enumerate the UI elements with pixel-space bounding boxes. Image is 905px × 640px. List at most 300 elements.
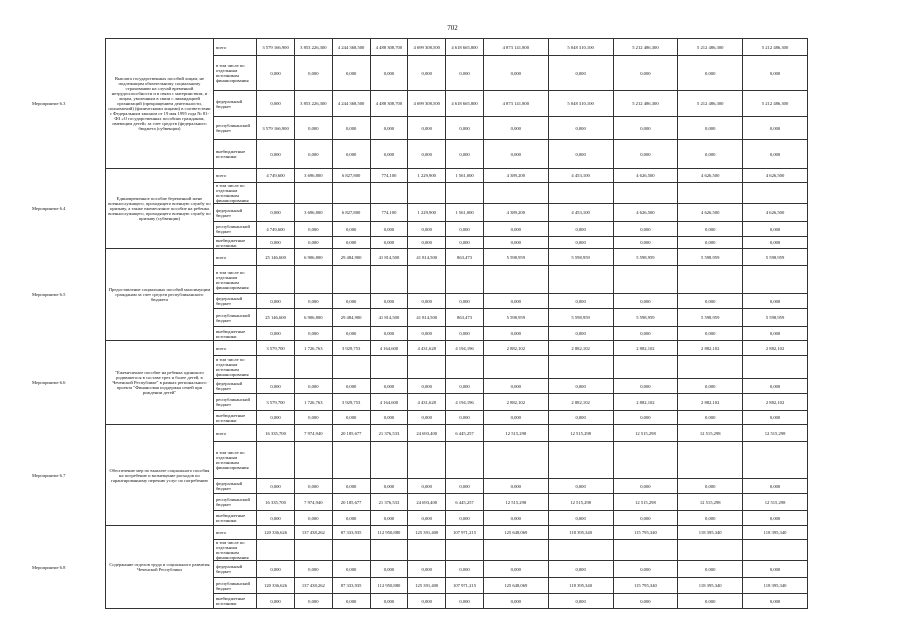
value-cell: 0,000 xyxy=(613,327,678,341)
value-cell: 0,000 xyxy=(332,327,370,341)
value-cell: 0,000 xyxy=(408,140,446,169)
value-cell: 0,000 xyxy=(483,327,548,341)
value-cell: 41 814,500 xyxy=(408,309,446,327)
value-cell: 0,000 xyxy=(548,294,613,309)
measure-name: Выплата государственных пособий лицам, не подлежащим обязательному социальному страхованию на случай временной нетрудоспособности и в связи с материнством, и лицам, уволенным в связи с ликвидацией организаций (прекращением деятельности, полномочий) (физическими лицами) в соответствии с Федеральным законом от 19 мая 1995 года № 81-ФЗ «О государственных пособиях гражданам, имеющим детей» за счет средств (федерального бюджета (субвенции) xyxy=(105,39,213,169)
value-cell: 118 395,340 xyxy=(678,578,743,594)
value-cell: 112 950,880 xyxy=(370,526,408,540)
value-cell xyxy=(257,183,295,204)
value-cell: 5 212 486,300 xyxy=(613,39,678,56)
measure-code: Мероприятие 6.4 xyxy=(86,169,105,249)
funding-source: в том числе по отдельным источникам финансирования xyxy=(213,540,256,561)
budget-table xyxy=(32,38,808,609)
table-row xyxy=(86,39,808,56)
value-cell: 5 212 486,300 xyxy=(678,39,743,56)
value-cell: 0,000 xyxy=(294,237,332,249)
value-cell: 87 333,935 xyxy=(332,526,370,540)
value-cell: 5 598,959 xyxy=(743,249,808,266)
value-cell xyxy=(613,540,678,561)
value-cell: 0,000 xyxy=(743,140,808,169)
value-cell: 0,000 xyxy=(332,511,370,526)
value-cell: 118 395,340 xyxy=(743,526,808,540)
value-cell: 4 873 141,800 xyxy=(483,39,548,56)
value-cell: 0,000 xyxy=(678,237,743,249)
value-cell: 4 244 368,500 xyxy=(332,91,370,117)
funding-source: всего xyxy=(213,526,256,540)
value-cell: 0,000 xyxy=(332,294,370,309)
value-cell: 3 579 166,900 xyxy=(257,117,295,140)
value-cell: 0,000 xyxy=(370,411,408,425)
value-cell: 0,000 xyxy=(483,411,548,425)
value-cell: 0,000 xyxy=(332,561,370,578)
measure-name: Предоставление социальных пособий малоимущим гражданам за счет средств республиканского бюджета xyxy=(105,249,213,341)
value-cell: 0,000 xyxy=(613,594,678,609)
value-cell: 0,000 xyxy=(294,379,332,394)
table-row xyxy=(86,526,808,540)
value-cell: 4 194,196 xyxy=(446,341,484,356)
value-cell: 0,000 xyxy=(332,117,370,140)
value-cell: 774,100 xyxy=(370,204,408,222)
value-cell: 20 185,677 xyxy=(332,494,370,511)
value-cell xyxy=(294,540,332,561)
value-cell: 125 648,069 xyxy=(483,526,548,540)
value-cell: 5 598,959 xyxy=(613,249,678,266)
value-cell: 12 515,298 xyxy=(483,494,548,511)
value-cell: 6 827,800 xyxy=(332,169,370,183)
value-cell xyxy=(548,442,613,479)
value-cell: 0,000 xyxy=(332,479,370,494)
value-cell: 120 336,626 xyxy=(257,578,295,594)
value-cell: 0,000 xyxy=(370,222,408,237)
value-cell: 0,000 xyxy=(446,327,484,341)
value-cell: 12 515,298 xyxy=(743,494,808,511)
funding-source: в том числе по отдельным источникам финансирования xyxy=(213,183,256,204)
funding-source: внебюджетные источники xyxy=(213,511,256,526)
value-cell xyxy=(370,266,408,294)
value-cell: 0,000 xyxy=(370,327,408,341)
value-cell: 0,000 xyxy=(370,379,408,394)
value-cell: 0,000 xyxy=(483,561,548,578)
table-body xyxy=(32,39,808,609)
value-cell: 4 749,600 xyxy=(257,222,295,237)
value-cell xyxy=(370,442,408,479)
value-cell: 0,000 xyxy=(743,56,808,91)
value-cell: 0,000 xyxy=(483,222,548,237)
value-cell: 3 929,753 xyxy=(332,341,370,356)
value-cell: 0,000 xyxy=(743,479,808,494)
value-cell: 0,000 xyxy=(613,222,678,237)
value-cell: 4 194,196 xyxy=(446,394,484,411)
value-cell xyxy=(613,356,678,379)
value-cell: 5 598,959 xyxy=(548,309,613,327)
value-cell xyxy=(294,356,332,379)
value-cell: 1 229,900 xyxy=(408,204,446,222)
value-cell xyxy=(332,540,370,561)
value-cell xyxy=(613,442,678,479)
value-cell: 0,000 xyxy=(678,222,743,237)
funding-source: внебюджетные источники xyxy=(213,411,256,425)
value-cell: 137 438,262 xyxy=(294,526,332,540)
value-cell: 0,000 xyxy=(332,594,370,609)
value-cell: 0,000 xyxy=(332,56,370,91)
value-cell: 0,000 xyxy=(483,140,548,169)
value-cell: 0,000 xyxy=(678,561,743,578)
value-cell: 115 795,340 xyxy=(613,526,678,540)
funding-source: в том числе по отдельным источникам финансирования xyxy=(213,266,256,294)
value-cell: 2 882,102 xyxy=(613,394,678,411)
value-cell xyxy=(370,183,408,204)
value-cell xyxy=(408,356,446,379)
value-cell: 0,000 xyxy=(408,294,446,309)
value-cell xyxy=(257,540,295,561)
value-cell: 0,000 xyxy=(483,56,548,91)
value-cell: 0,000 xyxy=(548,379,613,394)
funding-source: федеральный бюджет xyxy=(213,479,256,494)
value-cell: 4 453,100 xyxy=(548,169,613,183)
value-cell: 2 882,102 xyxy=(548,394,613,411)
value-cell: 0,000 xyxy=(446,140,484,169)
value-cell: 6 906,800 xyxy=(294,249,332,266)
value-cell: 3 853 226,300 xyxy=(294,91,332,117)
value-cell: 3 929,753 xyxy=(332,394,370,411)
value-cell: 6 906,800 xyxy=(294,309,332,327)
value-cell: 4 618 665,800 xyxy=(446,91,484,117)
value-cell xyxy=(446,183,484,204)
value-cell: 4 626,500 xyxy=(678,204,743,222)
value-cell xyxy=(408,266,446,294)
value-cell: 0,000 xyxy=(294,222,332,237)
value-cell: 4 618 665,800 xyxy=(446,39,484,56)
value-cell: 5 048 310,100 xyxy=(548,39,613,56)
value-cell: 3 696,800 xyxy=(294,169,332,183)
value-cell: 0,000 xyxy=(257,379,295,394)
value-cell: 12 515,298 xyxy=(548,494,613,511)
value-cell: 29 484,900 xyxy=(332,309,370,327)
value-cell: 5 598,959 xyxy=(483,249,548,266)
value-cell: 12 515,298 xyxy=(613,425,678,442)
value-cell: 0,000 xyxy=(743,117,808,140)
value-cell: 0,000 xyxy=(446,479,484,494)
value-cell: 0,000 xyxy=(408,411,446,425)
value-cell: 0,000 xyxy=(613,561,678,578)
value-cell: 4 244 368,500 xyxy=(332,39,370,56)
value-cell: 4 431,628 xyxy=(408,394,446,411)
value-cell: 4 164,600 xyxy=(370,394,408,411)
value-cell: 2 882,102 xyxy=(483,341,548,356)
funding-source: федеральный бюджет xyxy=(213,204,256,222)
value-cell: 0,000 xyxy=(548,327,613,341)
value-cell: 16 335,700 xyxy=(257,494,295,511)
value-cell: 0,000 xyxy=(446,379,484,394)
value-cell: 0,000 xyxy=(408,237,446,249)
value-cell: 1 561,000 xyxy=(446,204,484,222)
value-cell: 0,000 xyxy=(548,140,613,169)
value-cell: 0,000 xyxy=(678,56,743,91)
value-cell: 0,000 xyxy=(548,222,613,237)
value-cell: 0,000 xyxy=(743,237,808,249)
value-cell: 2 882,102 xyxy=(483,394,548,411)
value-cell: 16 335,700 xyxy=(257,425,295,442)
value-cell xyxy=(548,356,613,379)
value-cell: 125 648,069 xyxy=(483,578,548,594)
funding-source: федеральный бюджет xyxy=(213,379,256,394)
value-cell: 0,000 xyxy=(678,294,743,309)
funding-source: федеральный бюджет xyxy=(213,561,256,578)
value-cell: 3 853 226,300 xyxy=(294,39,332,56)
value-cell: 0,000 xyxy=(294,117,332,140)
value-cell: 0,000 xyxy=(294,594,332,609)
value-cell: 4 431,628 xyxy=(408,341,446,356)
value-cell: 4 626,500 xyxy=(743,204,808,222)
value-cell: 0,000 xyxy=(408,379,446,394)
value-cell: 4 488 308,700 xyxy=(370,91,408,117)
value-cell: 0,000 xyxy=(446,222,484,237)
value-cell: 0,000 xyxy=(294,56,332,91)
value-cell xyxy=(408,540,446,561)
value-cell: 118 395,340 xyxy=(743,578,808,594)
value-cell: 12 515,298 xyxy=(678,494,743,511)
value-cell: 6 827,800 xyxy=(332,204,370,222)
value-cell: 0,000 xyxy=(678,327,743,341)
value-cell: 0,000 xyxy=(408,479,446,494)
value-cell: 0,000 xyxy=(294,561,332,578)
value-cell: 5 598,959 xyxy=(548,249,613,266)
value-cell: 4 626,500 xyxy=(678,169,743,183)
value-cell xyxy=(294,442,332,479)
value-cell: 0,000 xyxy=(257,204,295,222)
value-cell: 115 795,340 xyxy=(613,578,678,594)
value-cell: 0,000 xyxy=(257,91,295,117)
value-cell xyxy=(548,266,613,294)
value-cell: 0,000 xyxy=(483,594,548,609)
table-row xyxy=(86,341,808,356)
value-cell xyxy=(548,183,613,204)
value-cell xyxy=(613,183,678,204)
value-cell: 107 971,215 xyxy=(446,578,484,594)
value-cell: 0,000 xyxy=(446,561,484,578)
measure-name: Единовременное пособие беременной жене военнослужащего, проходящего военную службу по призыву, а также ежемесячное пособие на ребенка военнослужащего, проходящего военную службу по призыву (субвенции) xyxy=(105,169,213,249)
value-cell: 2 882,102 xyxy=(678,394,743,411)
value-cell xyxy=(332,183,370,204)
value-cell: 0,000 xyxy=(257,294,295,309)
value-cell: 118 395,340 xyxy=(548,578,613,594)
funding-source: республиканский бюджет xyxy=(213,309,256,327)
value-cell xyxy=(743,442,808,479)
value-cell xyxy=(483,540,548,561)
value-cell: 0,000 xyxy=(370,237,408,249)
value-cell: 21 376,533 xyxy=(370,425,408,442)
value-cell xyxy=(408,442,446,479)
value-cell xyxy=(743,356,808,379)
value-cell: 4 389,200 xyxy=(483,169,548,183)
value-cell: 0,000 xyxy=(548,411,613,425)
value-cell xyxy=(332,442,370,479)
value-cell: 0,000 xyxy=(613,379,678,394)
value-cell: 0,000 xyxy=(548,594,613,609)
value-cell: 5 212 486,300 xyxy=(613,91,678,117)
value-cell: 0,000 xyxy=(743,379,808,394)
value-cell xyxy=(548,540,613,561)
value-cell: 0,000 xyxy=(483,237,548,249)
value-cell: 0,000 xyxy=(408,561,446,578)
value-cell: 1 229,900 xyxy=(408,169,446,183)
value-cell: 0,000 xyxy=(613,294,678,309)
value-cell: 0,000 xyxy=(370,594,408,609)
value-cell xyxy=(483,442,548,479)
funding-source: республиканский бюджет xyxy=(213,222,256,237)
value-cell: 0,000 xyxy=(332,140,370,169)
value-cell: 0,000 xyxy=(294,327,332,341)
value-cell: 21 376,533 xyxy=(370,494,408,511)
value-cell: 0,000 xyxy=(257,561,295,578)
value-cell: 0,000 xyxy=(483,479,548,494)
value-cell: 0,000 xyxy=(743,222,808,237)
value-cell xyxy=(446,266,484,294)
value-cell xyxy=(483,356,548,379)
value-cell: 0,000 xyxy=(408,511,446,526)
value-cell: 6 445,257 xyxy=(446,425,484,442)
value-cell: 0,000 xyxy=(483,379,548,394)
value-cell: 24 693,400 xyxy=(408,494,446,511)
value-cell xyxy=(613,266,678,294)
value-cell: 0,000 xyxy=(678,411,743,425)
value-cell: 0,000 xyxy=(548,511,613,526)
value-cell: 5 598,959 xyxy=(678,249,743,266)
value-cell: 0,000 xyxy=(446,56,484,91)
value-cell: 0,000 xyxy=(678,511,743,526)
value-cell xyxy=(446,442,484,479)
value-cell: 0,000 xyxy=(613,411,678,425)
value-cell xyxy=(446,356,484,379)
value-cell: 0,000 xyxy=(370,140,408,169)
value-cell: 107 971,215 xyxy=(446,526,484,540)
funding-source: всего xyxy=(213,425,256,442)
value-cell: 0,000 xyxy=(294,140,332,169)
value-cell: 7 974,940 xyxy=(294,494,332,511)
value-cell: 0,000 xyxy=(483,117,548,140)
funding-source: всего xyxy=(213,249,256,266)
value-cell: 0,000 xyxy=(370,479,408,494)
measure-code: Мероприятие 6.8 xyxy=(86,526,105,609)
value-cell: 4 626,500 xyxy=(613,204,678,222)
value-cell: 20 185,677 xyxy=(332,425,370,442)
value-cell: 0,000 xyxy=(483,511,548,526)
value-cell: 0,000 xyxy=(548,561,613,578)
value-cell: 0,000 xyxy=(332,379,370,394)
value-cell: 0,000 xyxy=(370,561,408,578)
value-cell: 5 598,959 xyxy=(483,309,548,327)
value-cell: 0,000 xyxy=(370,56,408,91)
funding-source: республиканский бюджет xyxy=(213,494,256,511)
funding-source: республиканский бюджет xyxy=(213,578,256,594)
value-cell: 87 333,935 xyxy=(332,578,370,594)
value-cell xyxy=(332,356,370,379)
value-cell: 0,000 xyxy=(257,140,295,169)
value-cell: 5 212 486,300 xyxy=(678,91,743,117)
value-cell xyxy=(678,356,743,379)
value-cell: 0,000 xyxy=(408,117,446,140)
value-cell: 137 438,262 xyxy=(294,578,332,594)
value-cell: 0,000 xyxy=(332,222,370,237)
value-cell: 1 726,763 xyxy=(294,394,332,411)
value-cell: 118 395,340 xyxy=(678,526,743,540)
measure-name: "Ежемесячное пособие на ребенка одинокого родившегося в составе трех и более детей, в Чеченской Республике" в рамках регионального проекта "Финансовая поддержка семей при рождении детей" xyxy=(105,341,213,425)
value-cell xyxy=(678,442,743,479)
value-cell xyxy=(408,183,446,204)
measure-code: Мероприятие 6.7 xyxy=(86,425,105,526)
value-cell: 0,000 xyxy=(370,294,408,309)
value-cell: 0,000 xyxy=(332,237,370,249)
value-cell: 25 146,600 xyxy=(257,249,295,266)
value-cell: 41 814,500 xyxy=(370,249,408,266)
value-cell: 0,000 xyxy=(613,56,678,91)
value-cell: 4 873 141,800 xyxy=(483,91,548,117)
value-cell: 112 950,880 xyxy=(370,578,408,594)
value-cell: 0,000 xyxy=(483,294,548,309)
value-cell: 1 561,000 xyxy=(446,169,484,183)
value-cell: 41 814,500 xyxy=(370,309,408,327)
value-cell: 6 445,257 xyxy=(446,494,484,511)
value-cell xyxy=(332,266,370,294)
funding-source: внебюджетные источники xyxy=(213,140,256,169)
value-cell: 0,000 xyxy=(294,294,332,309)
value-cell: 4 164,600 xyxy=(370,341,408,356)
funding-source: в том числе по отдельным источникам финансирования xyxy=(213,356,256,379)
value-cell: 29 484,900 xyxy=(332,249,370,266)
value-cell: 0,000 xyxy=(613,479,678,494)
value-cell: 863,473 xyxy=(446,309,484,327)
value-cell: 0,000 xyxy=(743,511,808,526)
value-cell xyxy=(370,356,408,379)
value-cell xyxy=(446,540,484,561)
value-cell: 0,000 xyxy=(370,511,408,526)
value-cell xyxy=(678,540,743,561)
value-cell: 0,000 xyxy=(257,237,295,249)
value-cell: 0,000 xyxy=(548,479,613,494)
funding-source: внебюджетные источники xyxy=(213,594,256,609)
value-cell: 0,000 xyxy=(678,140,743,169)
value-cell: 0,000 xyxy=(294,511,332,526)
value-cell: 0,000 xyxy=(678,379,743,394)
value-cell xyxy=(294,183,332,204)
value-cell: 3 579 166,900 xyxy=(257,39,295,56)
funding-source: федеральный бюджет xyxy=(213,91,256,117)
value-cell xyxy=(678,266,743,294)
table-row xyxy=(86,425,808,442)
funding-source: внебюджетные источники xyxy=(213,327,256,341)
value-cell: 12 515,298 xyxy=(613,494,678,511)
value-cell: 3 696,800 xyxy=(294,204,332,222)
value-cell: 0,000 xyxy=(257,594,295,609)
value-cell: 0,000 xyxy=(294,411,332,425)
value-cell: 4 626,500 xyxy=(613,169,678,183)
value-cell: 4 699 308,500 xyxy=(408,91,446,117)
measure-code: Мероприятие 6.3 xyxy=(86,39,105,169)
value-cell: 12 515,298 xyxy=(483,425,548,442)
value-cell: 4 699 308,500 xyxy=(408,39,446,56)
value-cell: 4 389,200 xyxy=(483,204,548,222)
value-cell xyxy=(294,266,332,294)
value-cell: 7 974,940 xyxy=(294,425,332,442)
value-cell: 774,100 xyxy=(370,169,408,183)
value-cell: 0,000 xyxy=(446,411,484,425)
value-cell: 120 336,626 xyxy=(257,526,295,540)
value-cell: 0,000 xyxy=(743,327,808,341)
value-cell: 0,000 xyxy=(613,140,678,169)
table-row xyxy=(86,169,808,183)
value-cell: 4 453,100 xyxy=(548,204,613,222)
value-cell xyxy=(743,266,808,294)
